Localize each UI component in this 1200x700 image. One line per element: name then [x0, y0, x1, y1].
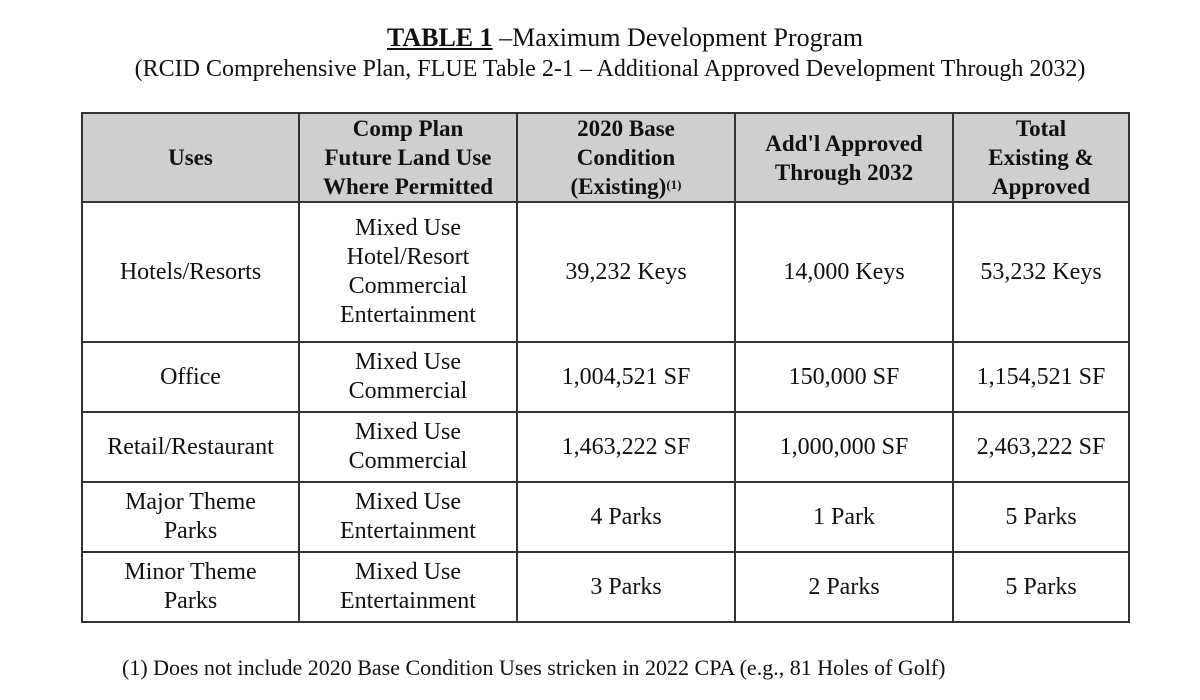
table-subtitle: (RCID Comprehensive Plan, FLUE Table 2-1 – Additional Approved Development Through 2032) [134, 56, 1086, 82]
cell-use [82, 482, 299, 552]
cell-added: 14,000 Keys [735, 202, 953, 342]
header-total [953, 113, 1129, 202]
cell-total: 5 Parks [953, 552, 1129, 622]
cell-added: 1 Park [735, 482, 953, 552]
table-row [82, 202, 1129, 342]
cell-land-use-line: Entertainment [340, 518, 476, 544]
table-row [82, 412, 1129, 482]
cell-added: 2 Parks [735, 552, 953, 622]
cell-base: 4 Parks [517, 482, 735, 552]
cell-use-text: Retail/Restaurant [107, 433, 274, 460]
cell-land-use-line: Entertainment [340, 302, 476, 328]
header-uses-text: Uses [168, 145, 213, 170]
header-uses [82, 113, 299, 202]
header-row [82, 113, 1129, 202]
table-title-text: –Maximum Development Program [492, 23, 864, 52]
cell-total: 53,232 Keys [953, 202, 1129, 342]
header-comp-plan [299, 113, 517, 202]
cell-use [82, 342, 299, 412]
cell-land-use-line: Mixed Use [355, 489, 461, 515]
cell-use-text: Office [160, 363, 221, 390]
header-base-line: Condition [576, 145, 676, 170]
cell-use [82, 202, 299, 342]
header-added-line: Through 2032 [774, 159, 914, 185]
development-program-table [81, 112, 1130, 623]
cell-land-use-line: Mixed Use [355, 215, 461, 241]
title-block [0, 22, 1200, 84]
cell-base: 1,463,222 SF [517, 412, 735, 482]
cell-use-text: Hotels/Resorts [119, 258, 262, 285]
cell-land-use-line: Mixed Use [355, 559, 461, 585]
cell-land-use [299, 342, 517, 412]
header-comp-plan-line: Comp Plan [352, 116, 464, 141]
cell-land-use-line: Entertainment [340, 588, 476, 614]
cell-added: 1,000,000 SF [735, 412, 953, 482]
cell-use-line: Major Theme [125, 489, 256, 515]
cell-use-line: Parks [163, 518, 218, 544]
cell-use-line: Minor Theme [124, 559, 257, 585]
header-comp-plan-line: Where Permitted [322, 174, 494, 199]
cell-total: 2,463,222 SF [953, 412, 1129, 482]
cell-land-use-line: Hotel/Resort [346, 244, 470, 270]
cell-use [82, 412, 299, 482]
table-title [50, 22, 1200, 54]
table-title-label: TABLE 1 [386, 23, 493, 52]
cell-land-use-line: Mixed Use [355, 349, 461, 375]
cell-land-use-line: Mixed Use [355, 419, 461, 445]
header-total-line: Total [1015, 116, 1067, 141]
cell-land-use [299, 412, 517, 482]
cell-land-use-line: Commercial [348, 273, 468, 299]
cell-land-use [299, 552, 517, 622]
table-row [82, 342, 1129, 412]
header-total-line: Existing & [988, 145, 1094, 170]
header-base-condition [517, 113, 735, 202]
cell-land-use-line: Commercial [348, 378, 468, 404]
cell-base: 3 Parks [517, 552, 735, 622]
footnote-marker: (1) [666, 177, 682, 192]
header-base-existing: (Existing) [570, 174, 667, 199]
header-comp-plan-line: Future Land Use [324, 145, 492, 170]
cell-total: 5 Parks [953, 482, 1129, 552]
cell-land-use [299, 202, 517, 342]
cell-base: 1,004,521 SF [517, 342, 735, 412]
header-base-line [524, 172, 728, 201]
cell-land-use-line: Commercial [348, 448, 468, 474]
footnote: (1) Does not include 2020 Base Condition Uses stricken in 2022 CPA (e.g., 81 Holes of Golf) [122, 655, 946, 680]
cell-added: 150,000 SF [735, 342, 953, 412]
header-added-line: Add'l Approved [765, 130, 923, 156]
header-total-line: Approved [992, 174, 1090, 199]
header-base-line: 2020 Base [577, 116, 675, 141]
cell-use-line: Parks [163, 588, 218, 614]
cell-base: 39,232 Keys [517, 202, 735, 342]
table-row [82, 552, 1129, 622]
cell-total: 1,154,521 SF [953, 342, 1129, 412]
cell-land-use [299, 482, 517, 552]
cell-use [82, 552, 299, 622]
table-row [82, 482, 1129, 552]
header-additional-approved [735, 113, 953, 202]
